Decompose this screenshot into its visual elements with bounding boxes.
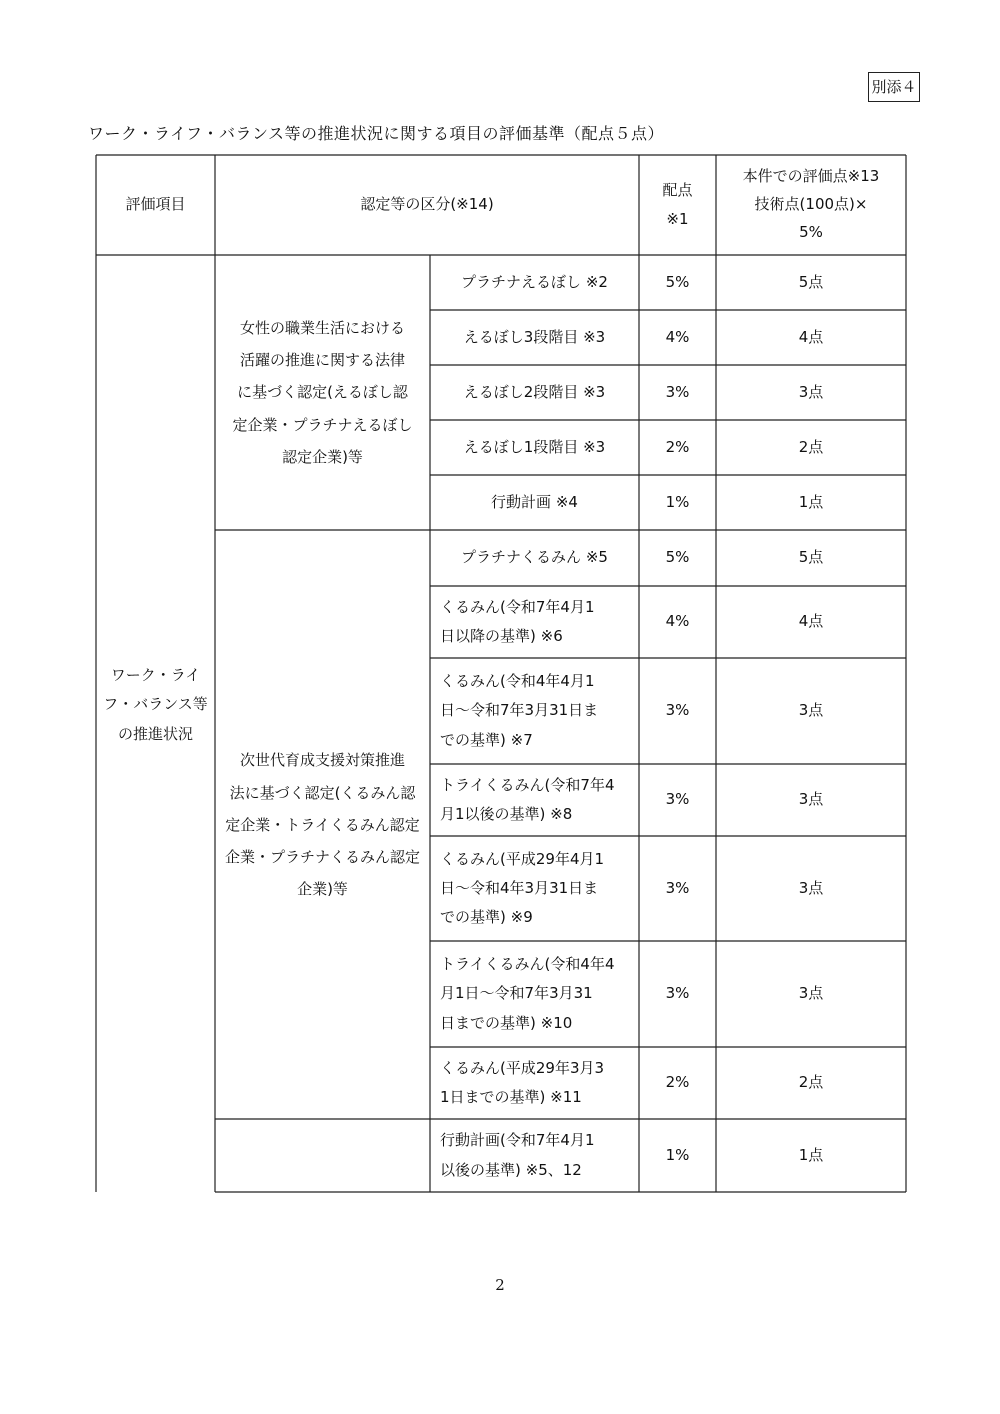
points: 3%: [665, 878, 690, 897]
group-name-other: [215, 1119, 430, 1192]
points: 5%: [665, 272, 690, 291]
criterion: くるみん(令和7年4月1 日以降の基準) ※6: [440, 597, 595, 645]
criterion: えるぼし2段階目 ※3: [463, 382, 606, 401]
criterion: えるぼし1段階目 ※3: [463, 437, 606, 456]
criterion: くるみん(令和4年4月1 日～令和7年3月31日ま での基準) ※7: [440, 672, 599, 749]
score: 5点: [798, 272, 824, 291]
group-name-eruboshi: 女性の職業生活における 活躍の推進に関する法律 に基づく認定(えるぼし認 定企業・プラチナえるぼし 認定企業)等: [232, 318, 413, 466]
header-score: 本件での評価点※13 技術点(100点)× 5%: [742, 167, 880, 241]
score: 1点: [798, 1145, 824, 1164]
document-title: ワーク・ライフ・バランス等の推進状況に関する項目の評価基準（配点５点）: [88, 124, 665, 143]
score: 5点: [798, 548, 824, 567]
points: 2%: [665, 437, 690, 456]
points: 4%: [665, 612, 690, 631]
score: 3点: [798, 984, 824, 1003]
criterion: トライくるみん(令和4年4 月1日～令和7年3月31 日までの基準) ※10: [440, 955, 615, 1032]
points: 5%: [665, 548, 690, 567]
header-points: 配点 ※1: [662, 180, 693, 228]
points: 1%: [665, 492, 690, 511]
score: 1点: [798, 492, 824, 511]
score: 3点: [798, 701, 824, 720]
criterion: 行動計画 ※4: [491, 492, 578, 511]
criterion: くるみん(平成29年4月1 日～令和4年3月31日ま での基準) ※9: [440, 849, 605, 927]
score: 4点: [798, 612, 824, 631]
page-number: 2: [495, 1276, 505, 1294]
criterion: トライくるみん(令和7年4 月1以後の基準) ※8: [440, 775, 615, 823]
points: 4%: [665, 327, 690, 346]
points: 2%: [665, 1073, 690, 1092]
score: 4点: [798, 327, 824, 346]
points: 3%: [665, 984, 690, 1003]
header-category: 認定等の区分(※14): [360, 195, 494, 214]
points: 3%: [665, 382, 690, 401]
criterion: プラチナくるみん ※5: [461, 548, 608, 567]
criterion: 行動計画(令和7年4月1 以後の基準) ※5、12: [440, 1131, 595, 1179]
points: 3%: [665, 790, 690, 809]
points: 1%: [665, 1145, 690, 1164]
criterion: えるぼし3段階目 ※3: [463, 327, 606, 346]
evaluation-item: ワーク・ライ フ・バランス等 の推進状況: [103, 666, 208, 743]
criterion: プラチナえるぼし ※2: [461, 272, 608, 291]
score: 2点: [798, 437, 824, 456]
score: 3点: [798, 790, 824, 809]
score: 3点: [798, 878, 824, 897]
criterion: くるみん(平成29年3月3 1日までの基準) ※11: [440, 1058, 605, 1106]
score: 3点: [798, 382, 824, 401]
score: 2点: [798, 1073, 824, 1092]
group-name-kurumin: 次世代育成支援対策推進 法に基づく認定(くるみん認 定企業・トライくるみん認定 企業・プラチナくるみん認定 企業)等: [224, 751, 420, 899]
header-evaluation-item: 評価項目: [125, 195, 186, 214]
points: 3%: [665, 701, 690, 720]
attachment-label: 別添４: [868, 72, 920, 102]
